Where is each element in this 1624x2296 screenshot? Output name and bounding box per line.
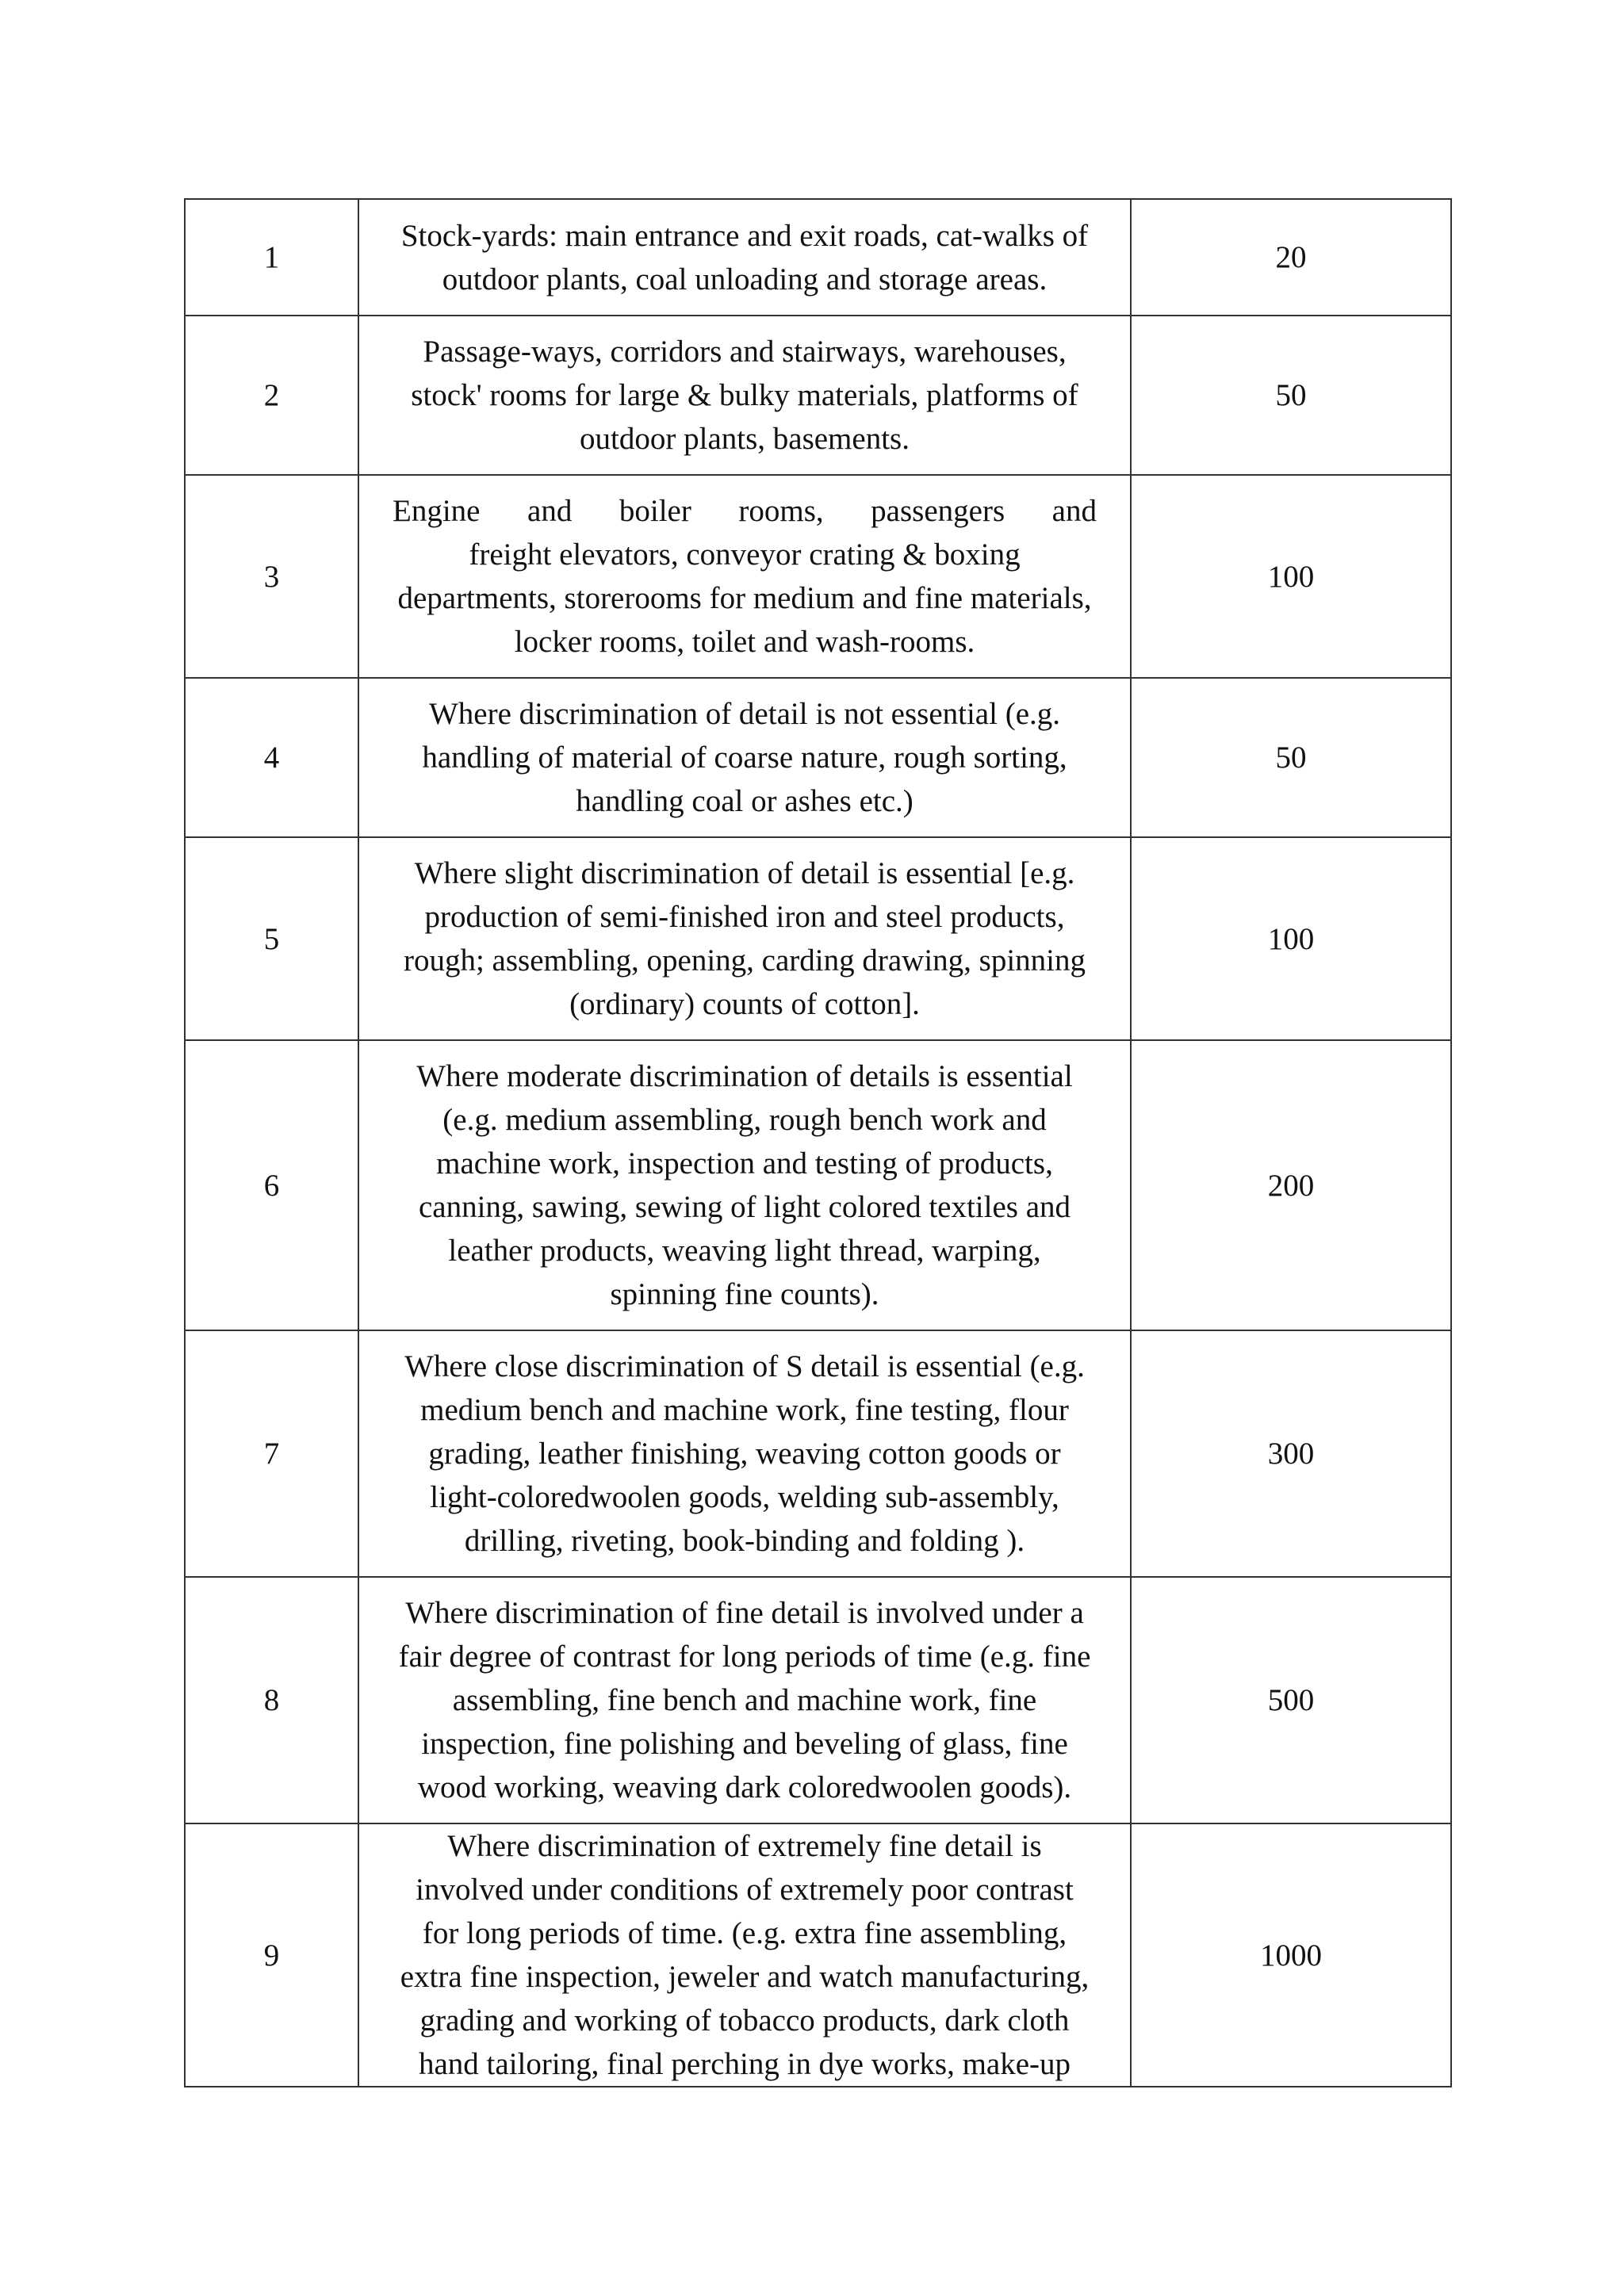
- description-line: handling of material of coarse nature, rough sorting,: [422, 740, 1067, 775]
- row-number-cell: [185, 475, 358, 678]
- description-line: (ordinary) counts of cotton].: [569, 987, 920, 1021]
- value-cell: [1131, 678, 1451, 837]
- description-line: outdoor plants, coal unloading and storage areas.: [442, 262, 1048, 297]
- row-number-cell: [185, 1330, 358, 1577]
- row-number-cell: [185, 678, 358, 837]
- value: 300: [1267, 1437, 1315, 1471]
- description-cell: [358, 199, 1131, 316]
- description-line: production of semi-finished iron and steel products,: [424, 900, 1065, 934]
- description-line: involved under conditions of extremely poor contrast: [416, 1873, 1074, 1907]
- description-line: Engine and boiler rooms, passengers and: [393, 494, 1097, 528]
- description-line: Passage-ways, corridors and stairways, warehouses,: [423, 335, 1067, 369]
- row-number-cell: [185, 1040, 358, 1330]
- description-line: departments, storerooms for medium and fine materials,: [397, 581, 1092, 615]
- table-row: [185, 678, 1451, 837]
- value: 200: [1267, 1168, 1315, 1203]
- value-cell: [1131, 475, 1451, 678]
- row-number-cell: [185, 837, 358, 1040]
- description-cell: [358, 475, 1131, 678]
- description-line: stock' rooms for large & bulky materials, platforms of: [411, 378, 1078, 412]
- description-line: extra fine inspection, jeweler and watch manufacturing,: [400, 1960, 1090, 1994]
- table-row: [185, 1040, 1451, 1330]
- value-cell: [1131, 1040, 1451, 1330]
- description-line: canning, sawing, sewing of light colored textiles and: [418, 1190, 1071, 1224]
- description-cell: [358, 1040, 1131, 1330]
- value: 100: [1267, 921, 1315, 956]
- row-number-cell: [185, 199, 358, 316]
- description-line: spinning fine counts).: [610, 1277, 879, 1311]
- row-number: 7: [263, 1437, 280, 1471]
- table-row: [185, 199, 1451, 316]
- table-row: [185, 1823, 1451, 2087]
- row-number: 4: [263, 740, 280, 775]
- table-row: [185, 837, 1451, 1040]
- description-cell: [358, 1823, 1131, 2087]
- description-line: handling coal or ashes etc.): [576, 784, 914, 818]
- description-line: outdoor plants, basements.: [580, 422, 910, 456]
- description-line: Where discrimination of detail is not essential (e.g.: [428, 697, 1060, 731]
- table-row: [185, 475, 1451, 678]
- description-line: (e.g. medium assembling, rough bench work and: [442, 1103, 1047, 1137]
- value: 100: [1267, 559, 1315, 594]
- description-line: for long periods of time. (e.g. extra fine assembling,: [422, 1916, 1067, 1950]
- row-number-cell: [185, 1823, 358, 2087]
- description-line: machine work, inspection and testing of products,: [436, 1146, 1053, 1181]
- description-line: Stock-yards: main entrance and exit roads, cat-walks of: [400, 218, 1089, 253]
- value-cell: [1131, 837, 1451, 1040]
- value: 50: [1275, 378, 1307, 412]
- description-line: medium bench and machine work, fine testing, flour: [420, 1393, 1069, 1427]
- table-row: [185, 316, 1451, 475]
- description-line: Where close discrimination of S detail is essential (e.g.: [404, 1349, 1085, 1383]
- description-cell: [358, 837, 1131, 1040]
- row-number: 1: [263, 240, 280, 274]
- value: 20: [1275, 240, 1307, 274]
- description-line: leather products, weaving light thread, warping,: [448, 1234, 1041, 1268]
- row-number-cell: [185, 1577, 358, 1823]
- description-cell: [358, 316, 1131, 475]
- description-cell: [358, 1330, 1131, 1577]
- row-number: 6: [263, 1168, 280, 1203]
- value-cell: [1131, 199, 1451, 316]
- description-line: Where discrimination of extremely fine detail is: [447, 1829, 1042, 1863]
- table-row: [185, 1577, 1451, 1823]
- description-line: grading and working of tobacco products, dark cloth: [419, 2003, 1070, 2038]
- description-line: assembling, fine bench and machine work, fine: [452, 1683, 1037, 1717]
- value: 500: [1267, 1683, 1315, 1717]
- value: 1000: [1260, 1938, 1322, 1973]
- value-cell: [1131, 1577, 1451, 1823]
- row-number: 5: [263, 921, 280, 956]
- description-line: wood working, weaving dark coloredwoolen goods).: [417, 1770, 1072, 1804]
- description-line: Where slight discrimination of detail is essential [e.g.: [414, 856, 1075, 890]
- description-line: locker rooms, toilet and wash-rooms.: [514, 625, 975, 659]
- table-body: [185, 199, 1451, 2087]
- row-number: 8: [263, 1683, 280, 1717]
- description-line: rough; assembling, opening, carding drawing, spinning: [403, 943, 1086, 978]
- description-line: inspection, fine polishing and beveling of glass, fine: [421, 1727, 1068, 1761]
- description-line: freight elevators, conveyor crating & boxing: [469, 538, 1021, 572]
- description-line: hand tailoring, final perching in dye works, make-up: [418, 2047, 1071, 2081]
- illumination-table: [184, 198, 1452, 2087]
- description-line: fair degree of contrast for long periods of time (e.g. fine: [398, 1640, 1091, 1674]
- value-cell: [1131, 1823, 1451, 2087]
- row-number: 2: [263, 378, 280, 412]
- value: 50: [1275, 740, 1307, 775]
- description-line: drilling, riveting, book-binding and folding ).: [464, 1524, 1025, 1558]
- row-number: 3: [263, 559, 280, 594]
- description-line: Where moderate discrimination of details is essential: [416, 1059, 1073, 1093]
- row-number-cell: [185, 316, 358, 475]
- description-line: Where discrimination of fine detail is involved under a: [405, 1596, 1084, 1630]
- description-cell: [358, 678, 1131, 837]
- description-line: grading, leather finishing, weaving cotton goods or: [428, 1437, 1061, 1471]
- value-cell: [1131, 1330, 1451, 1577]
- description-line: light-coloredwoolen goods, welding sub-assembly,: [430, 1480, 1059, 1514]
- description-cell: [358, 1577, 1131, 1823]
- row-number: 9: [263, 1938, 280, 1973]
- table-row: [185, 1330, 1451, 1577]
- value-cell: [1131, 316, 1451, 475]
